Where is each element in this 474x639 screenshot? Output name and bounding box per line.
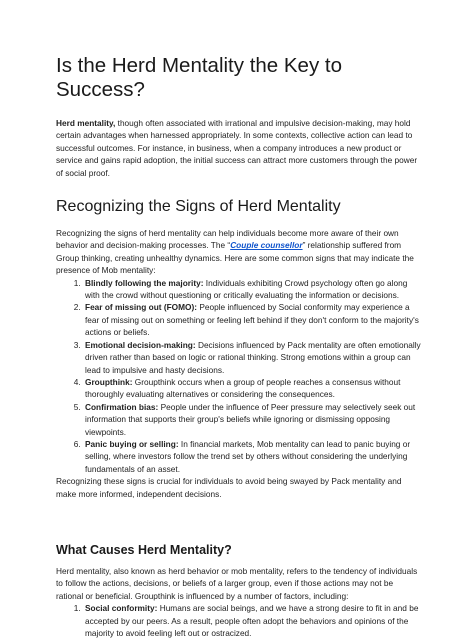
- list-item-term: Panic buying or selling:: [85, 438, 179, 449]
- signs-intro-paragraph: [56, 227, 422, 277]
- list-item: [83, 301, 422, 338]
- signs-closing-paragraph: Recognizing these signs is crucial for individuals to avoid being swayed by Pack mentality and make more informed, independent decisions.: [56, 476, 402, 499]
- list-item-text: Groupthink occurs when a group of people reaches a consensus without thoroughly evaluating alternatives or considering the consequences.: [85, 376, 401, 400]
- intro-lead: Herd mentality,: [56, 118, 116, 128]
- list-item-text: Decisions influenced by Pack mentality are often emotionally driven rather than based on logic or rational thinking. Strong emotions within a group can lead to impulsive and hasty decisions.: [85, 339, 421, 375]
- causes-intro-paragraph: Herd mentality, also known as herd behavior or mob mentality, refers to the tendency of individuals to follow the actions, decisions, or beliefs of a larger group, even if those actions may not be rational or beneficial. Groupthink is influenced by a number of factors, including:: [56, 565, 418, 601]
- signs-list: [56, 277, 422, 476]
- list-item: [83, 376, 422, 401]
- list-item-text: Humans are social beings, and we have a strong desire to fit in and be accepted by our peers. As a result, people often adopt the behaviors and opinions of the majority to avoid feeling left out or ostracized.: [85, 603, 419, 638]
- list-item: [83, 277, 422, 302]
- signs-intro-before: Recognizing the signs of herd mentality can help individuals become more aware of their own behavior and decision-making processes. The “: [56, 228, 399, 251]
- list-item-term: Blindly following the majority:: [85, 277, 204, 288]
- signs-intro-after: ” relationship suffered from Group thinking, creating unhealthy dynamics. Here are some common signs that may indicate the presence of Mob mentality:: [56, 240, 414, 276]
- section-heading-causes: What Causes Herd Mentality?: [56, 542, 232, 557]
- document-body: [56, 54, 422, 639]
- list-item: [83, 339, 422, 376]
- list-item-text: People influenced by Social conformity may experience a fear of missing out on something or feeling left behind if they don't conform to the majority's actions or beliefs.: [85, 302, 419, 338]
- couple-counsellor-link[interactable]: Couple counsellor: [230, 240, 303, 251]
- list-item-term: Emotional decision-making:: [85, 339, 196, 350]
- section-heading-signs: Recognizing the Signs of Herd Mentality: [56, 198, 341, 216]
- list-item-term: Social conformity:: [85, 603, 158, 614]
- list-item-term: Confirmation bias:: [85, 401, 159, 412]
- causes-list: [56, 602, 422, 639]
- list-item-text: In financial markets, Mob mentality can lead to panic buying or selling, where investors follow the trend set by others without considering the underlying fundamentals of an asset.: [85, 438, 411, 474]
- list-item: [83, 401, 422, 438]
- page-title: Is the Herd Mentality the Key to Success?: [56, 54, 342, 101]
- list-item-text: People under the influence of Peer pressure may selectively seek out information that supports their group's beliefs while ignoring or dismissing opposing viewpoints.: [85, 401, 416, 437]
- list-item-term: Fear of missing out (FOMO):: [85, 302, 198, 313]
- list-item: [83, 602, 422, 639]
- list-item-text: Individuals exhibiting Crowd psychology often go along with the crowd without questioning or critically evaluating the information or decisions.: [85, 277, 408, 301]
- intro-paragraph: [56, 117, 422, 179]
- list-item: [83, 438, 422, 475]
- intro-text: though often associated with irrational and impulsive decision-making, may hold certain advantages when harnessed appropriately. In some contexts, collective action can lead to successful outcomes. For instance, in business, when a company introduces a new product or service and gains rapid adoption, the initial success can attract more customers through the power of social proof.: [56, 118, 418, 178]
- list-item-term: Groupthink:: [85, 376, 133, 387]
